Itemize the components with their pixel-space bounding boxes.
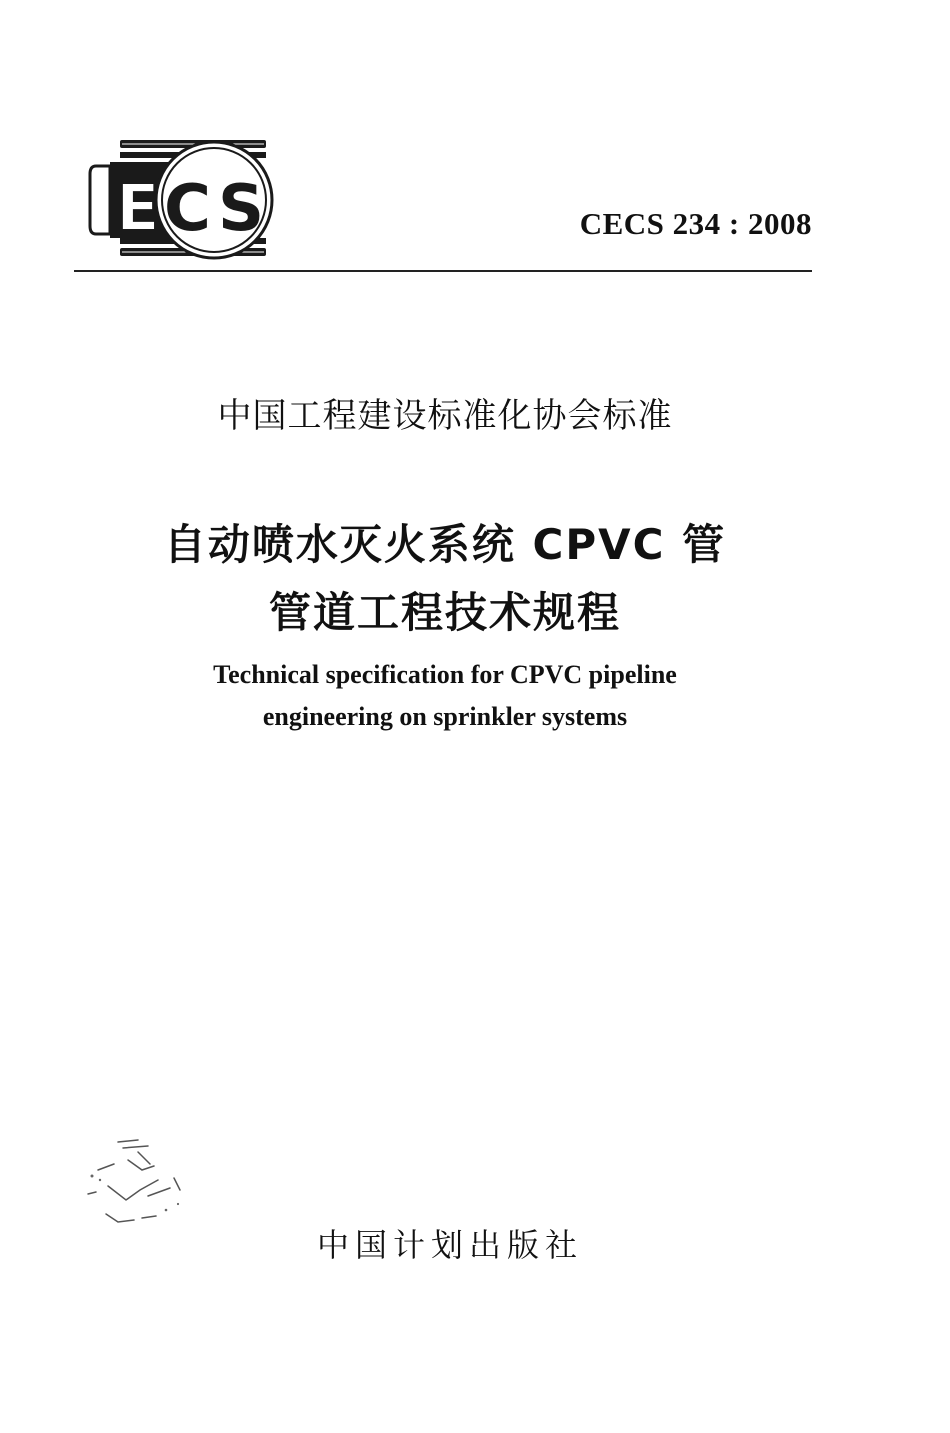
title-en-line1: Technical specification for CPVC pipeline [213,660,677,689]
standard-code: CECS 234 : 2008 [579,206,812,241]
title-cn-line2: 管道工程技术规程 [268,588,621,637]
header-divider [74,270,812,272]
ecs-logo [86,138,290,262]
publisher-name: 中国计划出版社 [316,1226,583,1264]
logo-letter-e: E [116,172,160,246]
logo-letter-c: C [164,172,211,246]
logo-letter-s: S [218,172,265,246]
association-name: 中国工程建设标准化协会标准 [217,396,673,436]
title-en-line2: engineering on sprinkler systems [262,702,628,731]
title-cn-line1: 自动喷水灭火系统 CPVC 管 [163,520,727,569]
